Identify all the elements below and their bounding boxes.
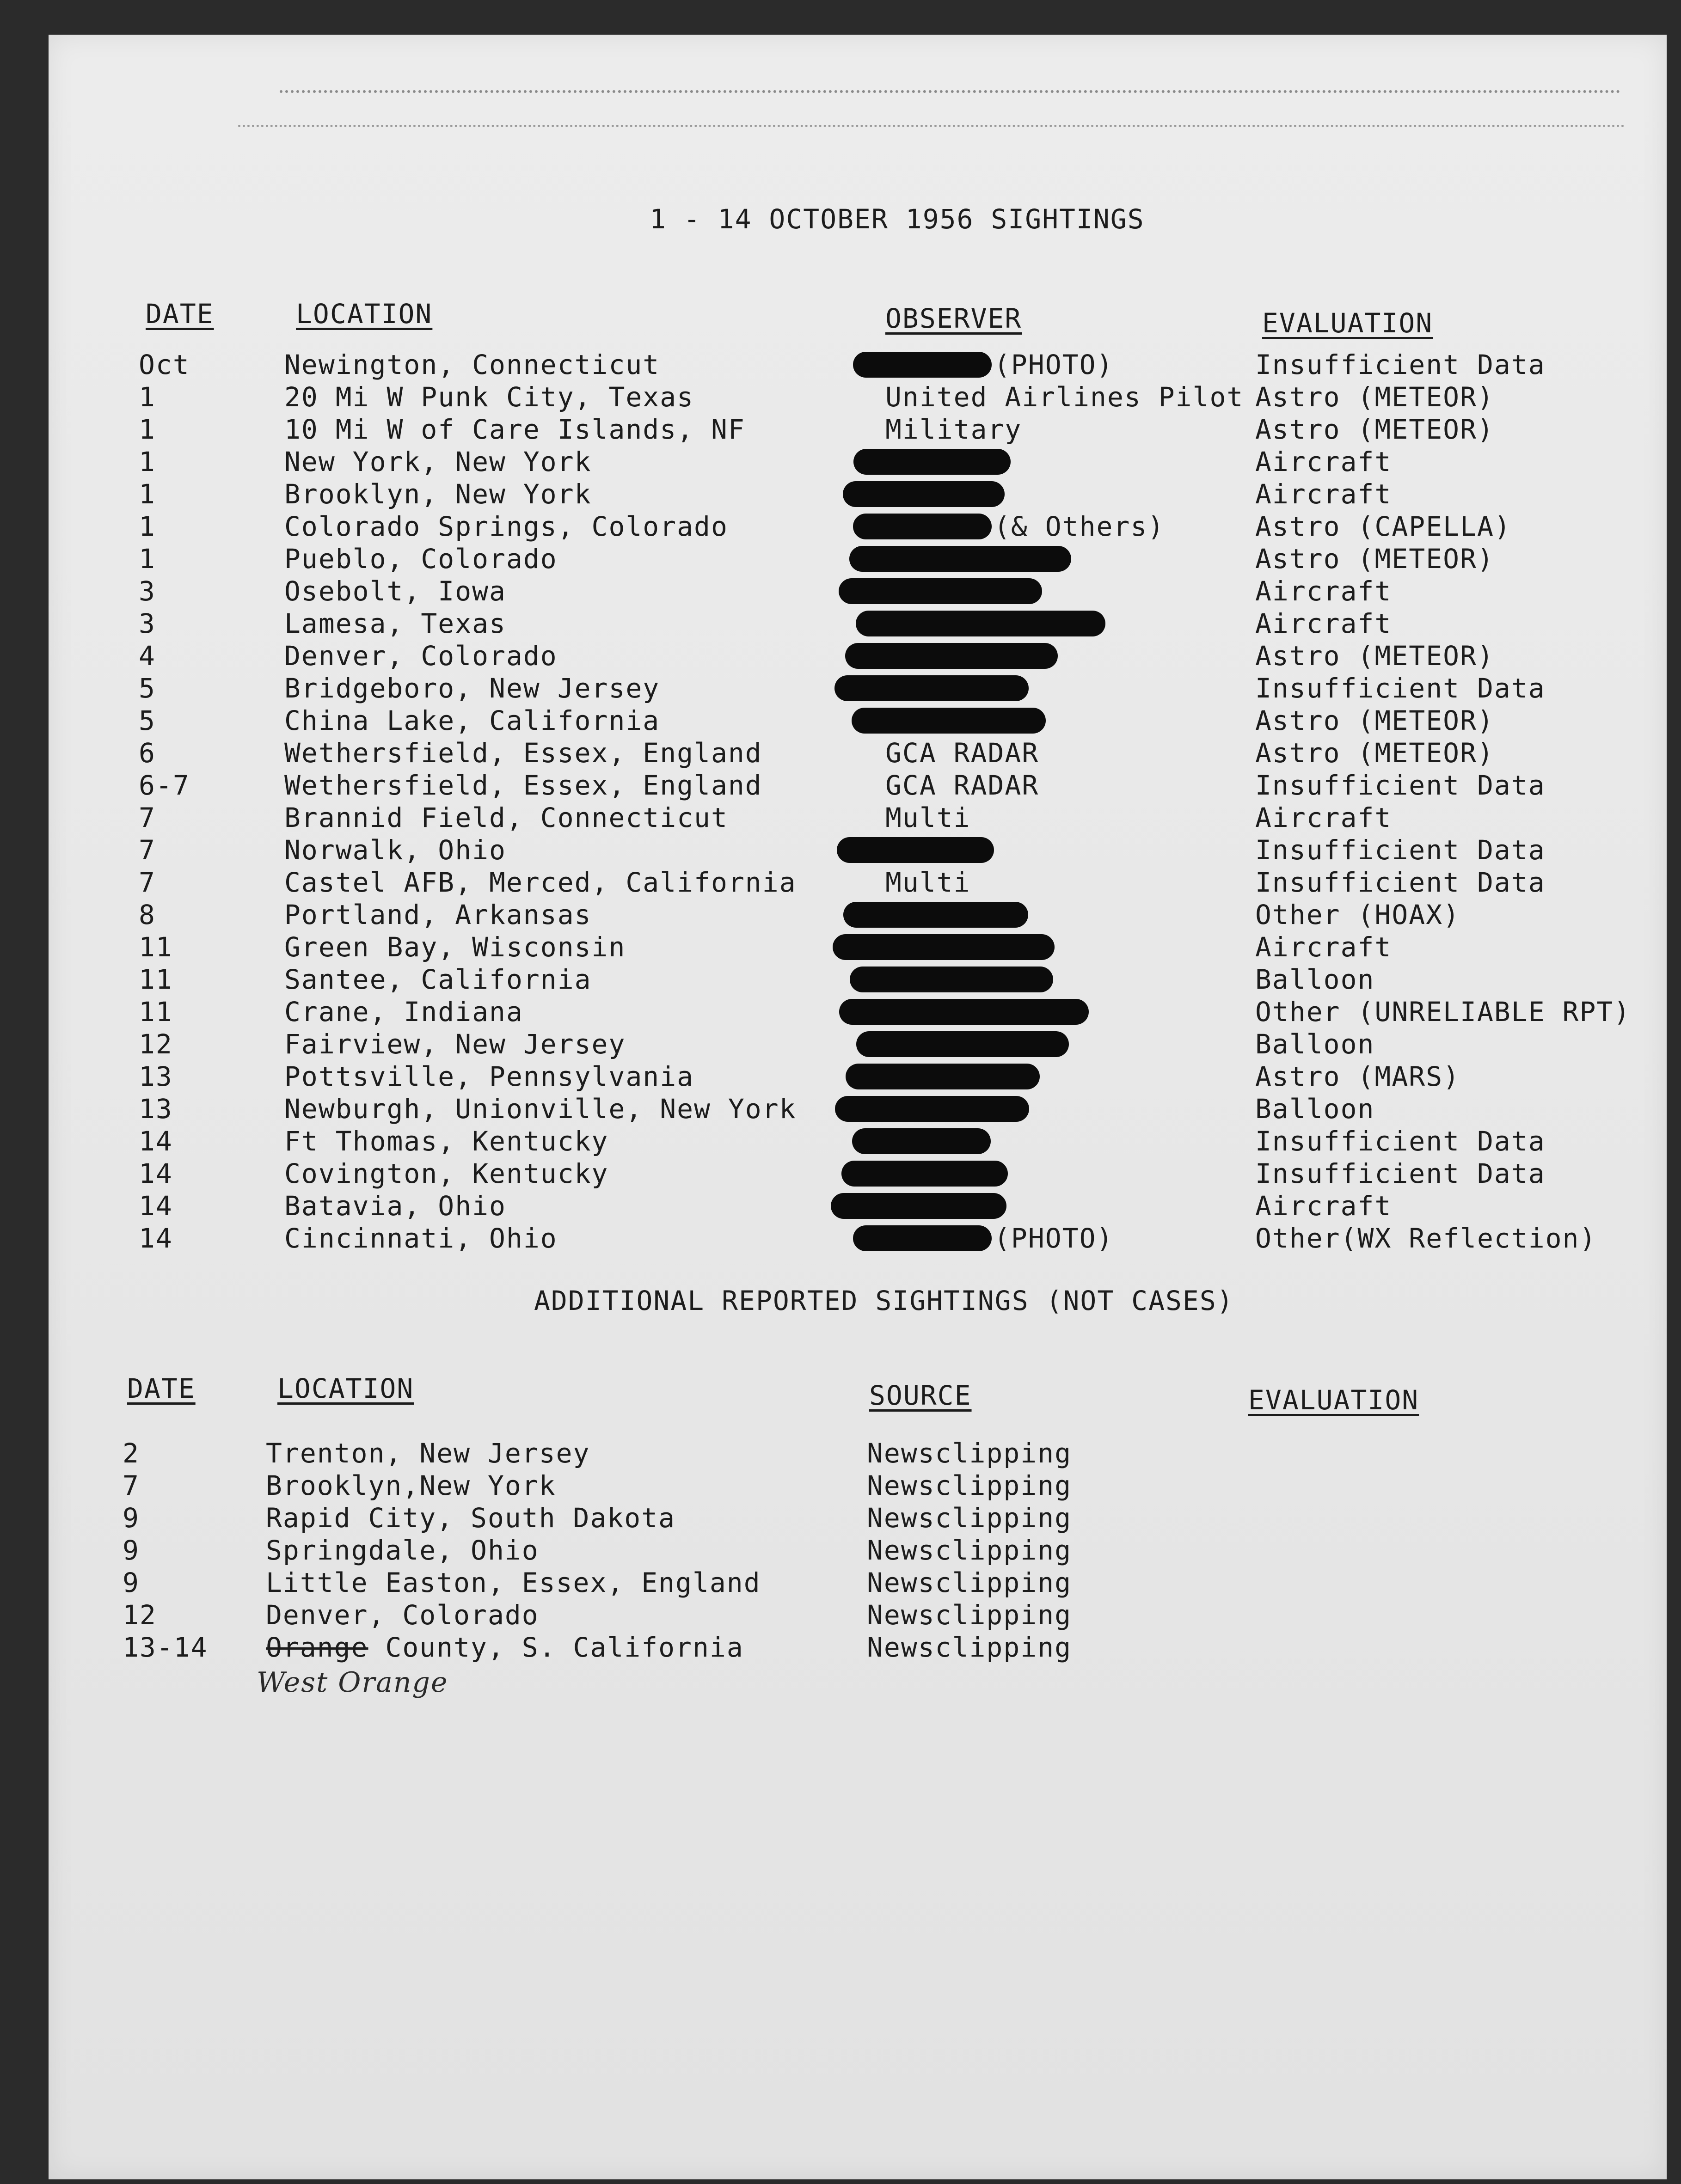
row-source: Newsclipping	[867, 1567, 1072, 1598]
redaction-bar	[845, 643, 1058, 669]
table-row	[49, 737, 1667, 770]
redaction-bar	[833, 934, 1055, 960]
row-location: Covington, Kentucky	[284, 1158, 609, 1189]
additional-header-location: LOCATION	[277, 1373, 414, 1404]
table-row	[49, 1223, 1667, 1255]
handwritten-note: West Orange	[257, 1666, 448, 1699]
additional-header-evaluation: EVALUATION	[1248, 1384, 1419, 1416]
table-row	[49, 1061, 1667, 1093]
header-observer: OBSERVER	[885, 303, 1022, 334]
redaction-bar	[853, 449, 1011, 475]
row-date: 1	[139, 543, 156, 575]
row-location: Osebolt, Iowa	[284, 575, 506, 607]
row-evaluation: Insufficient Data	[1255, 867, 1546, 898]
redaction-bar	[853, 1225, 992, 1251]
row-location: 10 Mi W of Care Islands, NF	[284, 414, 745, 445]
row-location: Portland, Arkansas	[284, 899, 592, 930]
row-location: Pueblo, Colorado	[284, 543, 558, 575]
row-date: 12	[123, 1599, 157, 1631]
row-evaluation: Astro (METEOR)	[1255, 414, 1494, 445]
redaction-bar	[856, 1031, 1069, 1057]
row-location: New York, New York	[284, 446, 592, 477]
list-item	[49, 1567, 1667, 1599]
table-row	[49, 1028, 1667, 1061]
row-location: Denver, Colorado	[266, 1599, 539, 1631]
row-location: Newington, Connecticut	[284, 349, 660, 380]
row-date: 5	[139, 673, 156, 704]
row-location	[266, 1632, 744, 1663]
row-evaluation: Astro (METEOR)	[1255, 543, 1494, 575]
row-location: Santee, California	[284, 964, 592, 995]
table-row	[49, 349, 1667, 381]
row-location: Springdale, Ohio	[266, 1535, 539, 1566]
row-source: Newsclipping	[867, 1438, 1072, 1469]
row-evaluation: Insufficient Data	[1255, 349, 1546, 380]
row-location: Wethersfield, Essex, England	[284, 770, 762, 801]
row-evaluation: Astro (CAPELLA)	[1255, 511, 1511, 542]
row-evaluation: Other (UNRELIABLE RPT)	[1255, 996, 1631, 1028]
additional-header-source: SOURCE	[869, 1380, 972, 1411]
list-item	[49, 1535, 1667, 1567]
row-evaluation: Aircraft	[1255, 575, 1392, 607]
row-location: Brooklyn, New York	[284, 478, 592, 510]
row-location: Castel AFB, Merced, California	[284, 867, 797, 898]
row-location: Rapid City, South Dakota	[266, 1502, 676, 1534]
row-date: 12	[139, 1028, 173, 1060]
table-row	[49, 964, 1667, 996]
row-location: China Lake, California	[284, 705, 660, 736]
row-evaluation: Insufficient Data	[1255, 673, 1546, 704]
redaction-bar	[839, 578, 1042, 604]
row-location: 20 Mi W Punk City, Texas	[284, 381, 694, 413]
row-date: 5	[139, 705, 156, 736]
header-date: DATE	[146, 298, 214, 330]
row-date: 11	[139, 964, 173, 995]
row-evaluation: Other (HOAX)	[1255, 899, 1460, 930]
location-text: County, S. California	[385, 1632, 744, 1663]
row-date: 14	[139, 1223, 173, 1254]
row-date: 6-7	[139, 770, 190, 801]
row-location: Ft Thomas, Kentucky	[284, 1126, 609, 1157]
row-source: Newsclipping	[867, 1470, 1072, 1501]
row-location: Cincinnati, Ohio	[284, 1223, 558, 1254]
row-evaluation: Aircraft	[1255, 478, 1392, 510]
redaction-bar	[837, 837, 994, 863]
row-date: 1	[139, 446, 156, 477]
table-row	[49, 996, 1667, 1028]
row-evaluation: Astro (METEOR)	[1255, 737, 1494, 769]
row-date: 13-14	[123, 1632, 208, 1663]
row-date: 11	[139, 996, 173, 1028]
row-location: Fairview, New Jersey	[284, 1028, 626, 1060]
redaction-bar	[852, 708, 1046, 734]
row-source: Newsclipping	[867, 1502, 1072, 1534]
redaction-bar	[835, 1096, 1029, 1122]
additional-header-date: DATE	[127, 1373, 196, 1404]
row-evaluation: Astro (MARS)	[1255, 1061, 1460, 1092]
table-row	[49, 834, 1667, 867]
row-location: Bridgeboro, New Jersey	[284, 673, 660, 704]
row-evaluation: Aircraft	[1255, 608, 1392, 639]
row-observer: United Airlines Pilot	[885, 381, 1244, 413]
table-row	[49, 478, 1667, 511]
redaction-bar	[850, 967, 1053, 992]
row-location: Little Easton, Essex, England	[266, 1567, 761, 1598]
row-date: 1	[139, 478, 156, 510]
list-item	[49, 1470, 1667, 1502]
list-item	[49, 1632, 1667, 1664]
page-title: 1 - 14 OCTOBER 1956 SIGHTINGS	[650, 203, 1145, 235]
table-row	[49, 543, 1667, 575]
additional-sightings-title: ADDITIONAL REPORTED SIGHTINGS (NOT CASES)	[534, 1285, 1234, 1316]
table-row	[49, 1126, 1667, 1158]
redaction-bar	[839, 999, 1089, 1025]
row-location: Wethersfield, Essex, England	[284, 737, 762, 769]
row-source: Newsclipping	[867, 1535, 1072, 1566]
table-row	[49, 867, 1667, 899]
row-location: Norwalk, Ohio	[284, 834, 506, 866]
row-date: 3	[139, 608, 156, 639]
row-observer: (PHOTO)	[994, 349, 1114, 380]
row-location: Crane, Indiana	[284, 996, 523, 1028]
row-date: 4	[139, 640, 156, 672]
row-observer: (& Others)	[994, 511, 1165, 542]
row-date: 7	[139, 834, 156, 866]
row-location: Brooklyn,New York	[266, 1470, 556, 1501]
row-evaluation: Balloon	[1255, 964, 1375, 995]
row-location: Newburgh, Unionville, New York	[284, 1093, 797, 1125]
redaction-bar	[849, 546, 1071, 572]
row-date: 7	[139, 802, 156, 833]
table-row	[49, 705, 1667, 737]
table-row	[49, 1190, 1667, 1223]
row-date: 13	[139, 1061, 173, 1092]
row-location: Brannid Field, Connecticut	[284, 802, 728, 833]
redaction-bar	[841, 1161, 1008, 1187]
list-item	[49, 1599, 1667, 1632]
row-evaluation: Aircraft	[1255, 802, 1392, 833]
row-observer: GCA RADAR	[885, 737, 1039, 769]
row-evaluation: Other(WX Reflection)	[1255, 1223, 1597, 1254]
row-evaluation: Astro (METEOR)	[1255, 381, 1494, 413]
row-date: 7	[139, 867, 156, 898]
table-row	[49, 381, 1667, 414]
row-date: 3	[139, 575, 156, 607]
row-observer: GCA RADAR	[885, 770, 1039, 801]
row-date: 9	[123, 1502, 140, 1534]
row-evaluation: Insufficient Data	[1255, 834, 1546, 866]
redaction-bar	[834, 675, 1029, 701]
row-observer: Military	[885, 414, 1022, 445]
header-evaluation: EVALUATION	[1262, 307, 1433, 339]
row-observer: Multi	[885, 802, 971, 833]
row-location: Batavia, Ohio	[284, 1190, 506, 1222]
table-row	[49, 673, 1667, 705]
paper-sheet	[49, 35, 1667, 2179]
table-row	[49, 931, 1667, 964]
table-row	[49, 414, 1667, 446]
row-location: Green Bay, Wisconsin	[284, 931, 626, 963]
row-date: 9	[123, 1535, 140, 1566]
redaction-bar	[856, 611, 1105, 636]
table-row	[49, 511, 1667, 543]
redaction-bar	[831, 1193, 1006, 1219]
row-evaluation: Astro (METEOR)	[1255, 705, 1494, 736]
table-row	[49, 770, 1667, 802]
row-evaluation: Insufficient Data	[1255, 1158, 1546, 1189]
row-date: 1	[139, 381, 156, 413]
table-row	[49, 446, 1667, 478]
row-observer: (PHOTO)	[994, 1223, 1114, 1254]
struck-text: Orange	[266, 1632, 368, 1663]
table-row	[49, 802, 1667, 834]
list-item	[49, 1438, 1667, 1470]
table-row	[49, 640, 1667, 673]
row-observer: Multi	[885, 867, 971, 898]
row-date: 11	[139, 931, 173, 963]
row-evaluation: Balloon	[1255, 1093, 1375, 1125]
row-evaluation: Aircraft	[1255, 446, 1392, 477]
redaction-bar	[843, 902, 1028, 928]
table-row	[49, 1158, 1667, 1190]
row-evaluation: Aircraft	[1255, 931, 1392, 963]
row-date: 1	[139, 511, 156, 542]
redaction-bar	[853, 352, 992, 378]
row-source: Newsclipping	[867, 1632, 1072, 1663]
row-date: 14	[139, 1190, 173, 1222]
row-date: 6	[139, 737, 156, 769]
row-evaluation: Insufficient Data	[1255, 770, 1546, 801]
document-body	[49, 35, 1667, 2179]
row-date: 13	[139, 1093, 173, 1125]
table-row	[49, 899, 1667, 931]
redaction-bar	[852, 1128, 991, 1154]
row-date: 8	[139, 899, 156, 930]
table-row	[49, 608, 1667, 640]
row-date: 9	[123, 1567, 140, 1598]
redaction-bar	[853, 514, 992, 539]
row-date: 2	[123, 1438, 140, 1469]
row-date: 14	[139, 1158, 173, 1189]
header-location: LOCATION	[296, 298, 433, 330]
row-evaluation: Insufficient Data	[1255, 1126, 1546, 1157]
row-evaluation: Astro (METEOR)	[1255, 640, 1494, 672]
row-location: Trenton, New Jersey	[266, 1438, 590, 1469]
row-evaluation: Balloon	[1255, 1028, 1375, 1060]
row-date: Oct	[139, 349, 190, 380]
table-row	[49, 575, 1667, 608]
row-location: Lamesa, Texas	[284, 608, 506, 639]
row-location: Denver, Colorado	[284, 640, 558, 672]
row-location: Pottsville, Pennsylvania	[284, 1061, 694, 1092]
row-date: 1	[139, 414, 156, 445]
redaction-bar	[843, 481, 1005, 507]
table-row	[49, 1093, 1667, 1126]
row-location: Colorado Springs, Colorado	[284, 511, 728, 542]
list-item	[49, 1502, 1667, 1535]
row-date: 7	[123, 1470, 140, 1501]
row-evaluation: Aircraft	[1255, 1190, 1392, 1222]
redaction-bar	[846, 1064, 1040, 1089]
row-source: Newsclipping	[867, 1599, 1072, 1631]
row-date: 14	[139, 1126, 173, 1157]
